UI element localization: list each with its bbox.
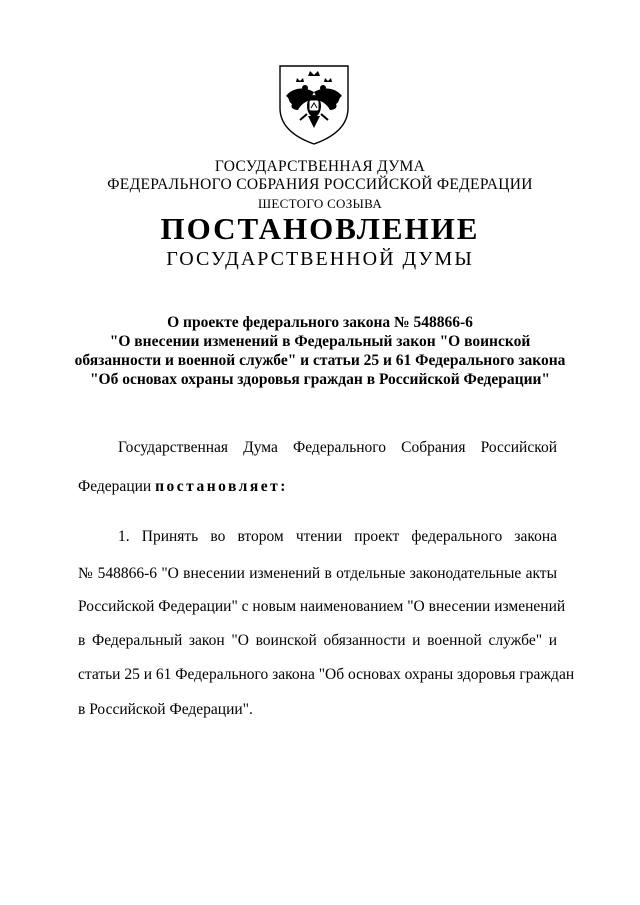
document-title: ПОСТАНОВЛЕНИЕ — [160, 211, 480, 246]
preamble-line: Государственная Дума Федерального Собрания Российской — [118, 439, 557, 456]
org-line-convocation: ШЕСТОГО СОЗЫВА — [257, 196, 383, 211]
resolves-word: постановляет: — [155, 478, 288, 495]
item-1-line: № 548866-6 "О внесении изменений в отдельные законодательные акты — [78, 565, 557, 582]
resolution-heading-line: "Об основах охраны здоровья граждан в Российской Федерации" — [89, 371, 551, 388]
org-line-federal-assembly: ФЕДЕРАЛЬНОГО СОБРАНИЯ РОССИЙСКОЙ ФЕДЕРАЦИИ — [107, 176, 533, 193]
item-1-line: в Российской Федерации". — [78, 701, 253, 718]
coat-of-arms-emblem — [274, 62, 354, 146]
item-1-line: статьи 25 и 61 Федерального закона "Об основах охраны здоровья граждан — [78, 666, 575, 683]
item-1-line: Российской Федерации" с новым наименованием "О внесении изменений — [78, 598, 566, 615]
resolution-heading-line: обязанности и военной службе" и статьи 25 и 61 Федерального закона — [74, 352, 566, 369]
item-1-line: в Федеральный закон "О воинской обязанности и военной службе" и — [78, 632, 557, 649]
org-line-duma: ГОСУДАРСТВЕННАЯ ДУМА — [214, 158, 426, 175]
resolution-heading-line: "О внесении изменений в Федеральный закон "О воинской — [109, 333, 531, 350]
document-subtitle: ГОСУДАРСТВЕННОЙ ДУМЫ — [166, 248, 474, 270]
preamble-line — [78, 478, 288, 496]
resolution-heading-line: О проекте федерального закона № 548866-6 — [167, 314, 473, 331]
item-1-line: 1. Принять во втором чтении проект федерального закона — [118, 528, 557, 545]
preamble-text: Федерации — [78, 478, 156, 495]
